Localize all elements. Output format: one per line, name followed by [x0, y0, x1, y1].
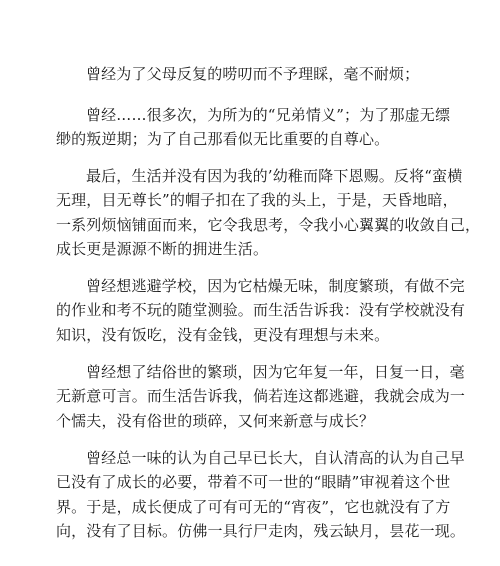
paragraph-6 [56, 446, 466, 544]
paragraph-line: 曾经总一味的认为自己早已长大，自认清高的认为自己早 [86, 449, 465, 467]
paragraph-line: 曾经想逃避学校，因为它枯燥无味，制度繁琐，有做不完 [86, 277, 465, 295]
paragraph-4 [56, 274, 466, 347]
paragraph-line: 向，没有了目标。仿佛一具行尸走肉，残云缺月，昙花一现。 [56, 522, 466, 541]
paragraph-line: 知识，没有饭吃，没有金钱，更没有理想与未来。 [56, 325, 390, 344]
paragraph-line: 的作业和考不玩的随堂测验。而生活告诉我：没有学校就没有 [56, 301, 466, 320]
paragraph-line: 无理，目无尊长”的帽子扣在了我的头上，于是，天昏地暗， [56, 191, 458, 210]
paragraph-line: 已没有了成长的必要，带着不可一世的“眼睛”审视着这个世 [56, 473, 451, 492]
paragraph-line: 曾经想了结俗世的繁琐，因为它年复一年，日复一日，毫 [86, 363, 465, 381]
paragraph-line: 缈的叛逆期；为了自己那看似无比重要的自尊心。 [56, 130, 390, 149]
paragraph-line: 无新意可言。而生活告诉我，倘若连这都逃避，我就会成为一 [56, 387, 466, 406]
paragraph-line: 曾经为了父母反复的唠叨而不予理睬，毫不耐烦； [86, 65, 420, 83]
paragraph-2 [56, 103, 456, 152]
paragraph-line: 最后，生活并没有因为我的’幼稚而降下恩赐。反将“蛮横 [86, 167, 463, 185]
paragraph-line: 成长更是源源不断的拥进生活。 [56, 240, 269, 259]
paragraph-line: 个懦夫，没有俗世的琐碎，又何来新意与成长？ [56, 411, 375, 430]
paragraph-3 [56, 164, 481, 262]
paragraph-line: 一系列烦恼铺面而来，它令我思考，令我小心翼翼的收敛自己， [56, 215, 481, 234]
paragraph-line: 界。于是，成长便成了可有可无的“宵夜”，它也就没有了方 [56, 497, 451, 516]
paragraph-line: 曾经……很多次，为所为的“兄弟情义”；为了那虚无缥 [86, 106, 451, 124]
paragraph-1 [56, 62, 456, 86]
paragraph-5 [56, 360, 466, 433]
